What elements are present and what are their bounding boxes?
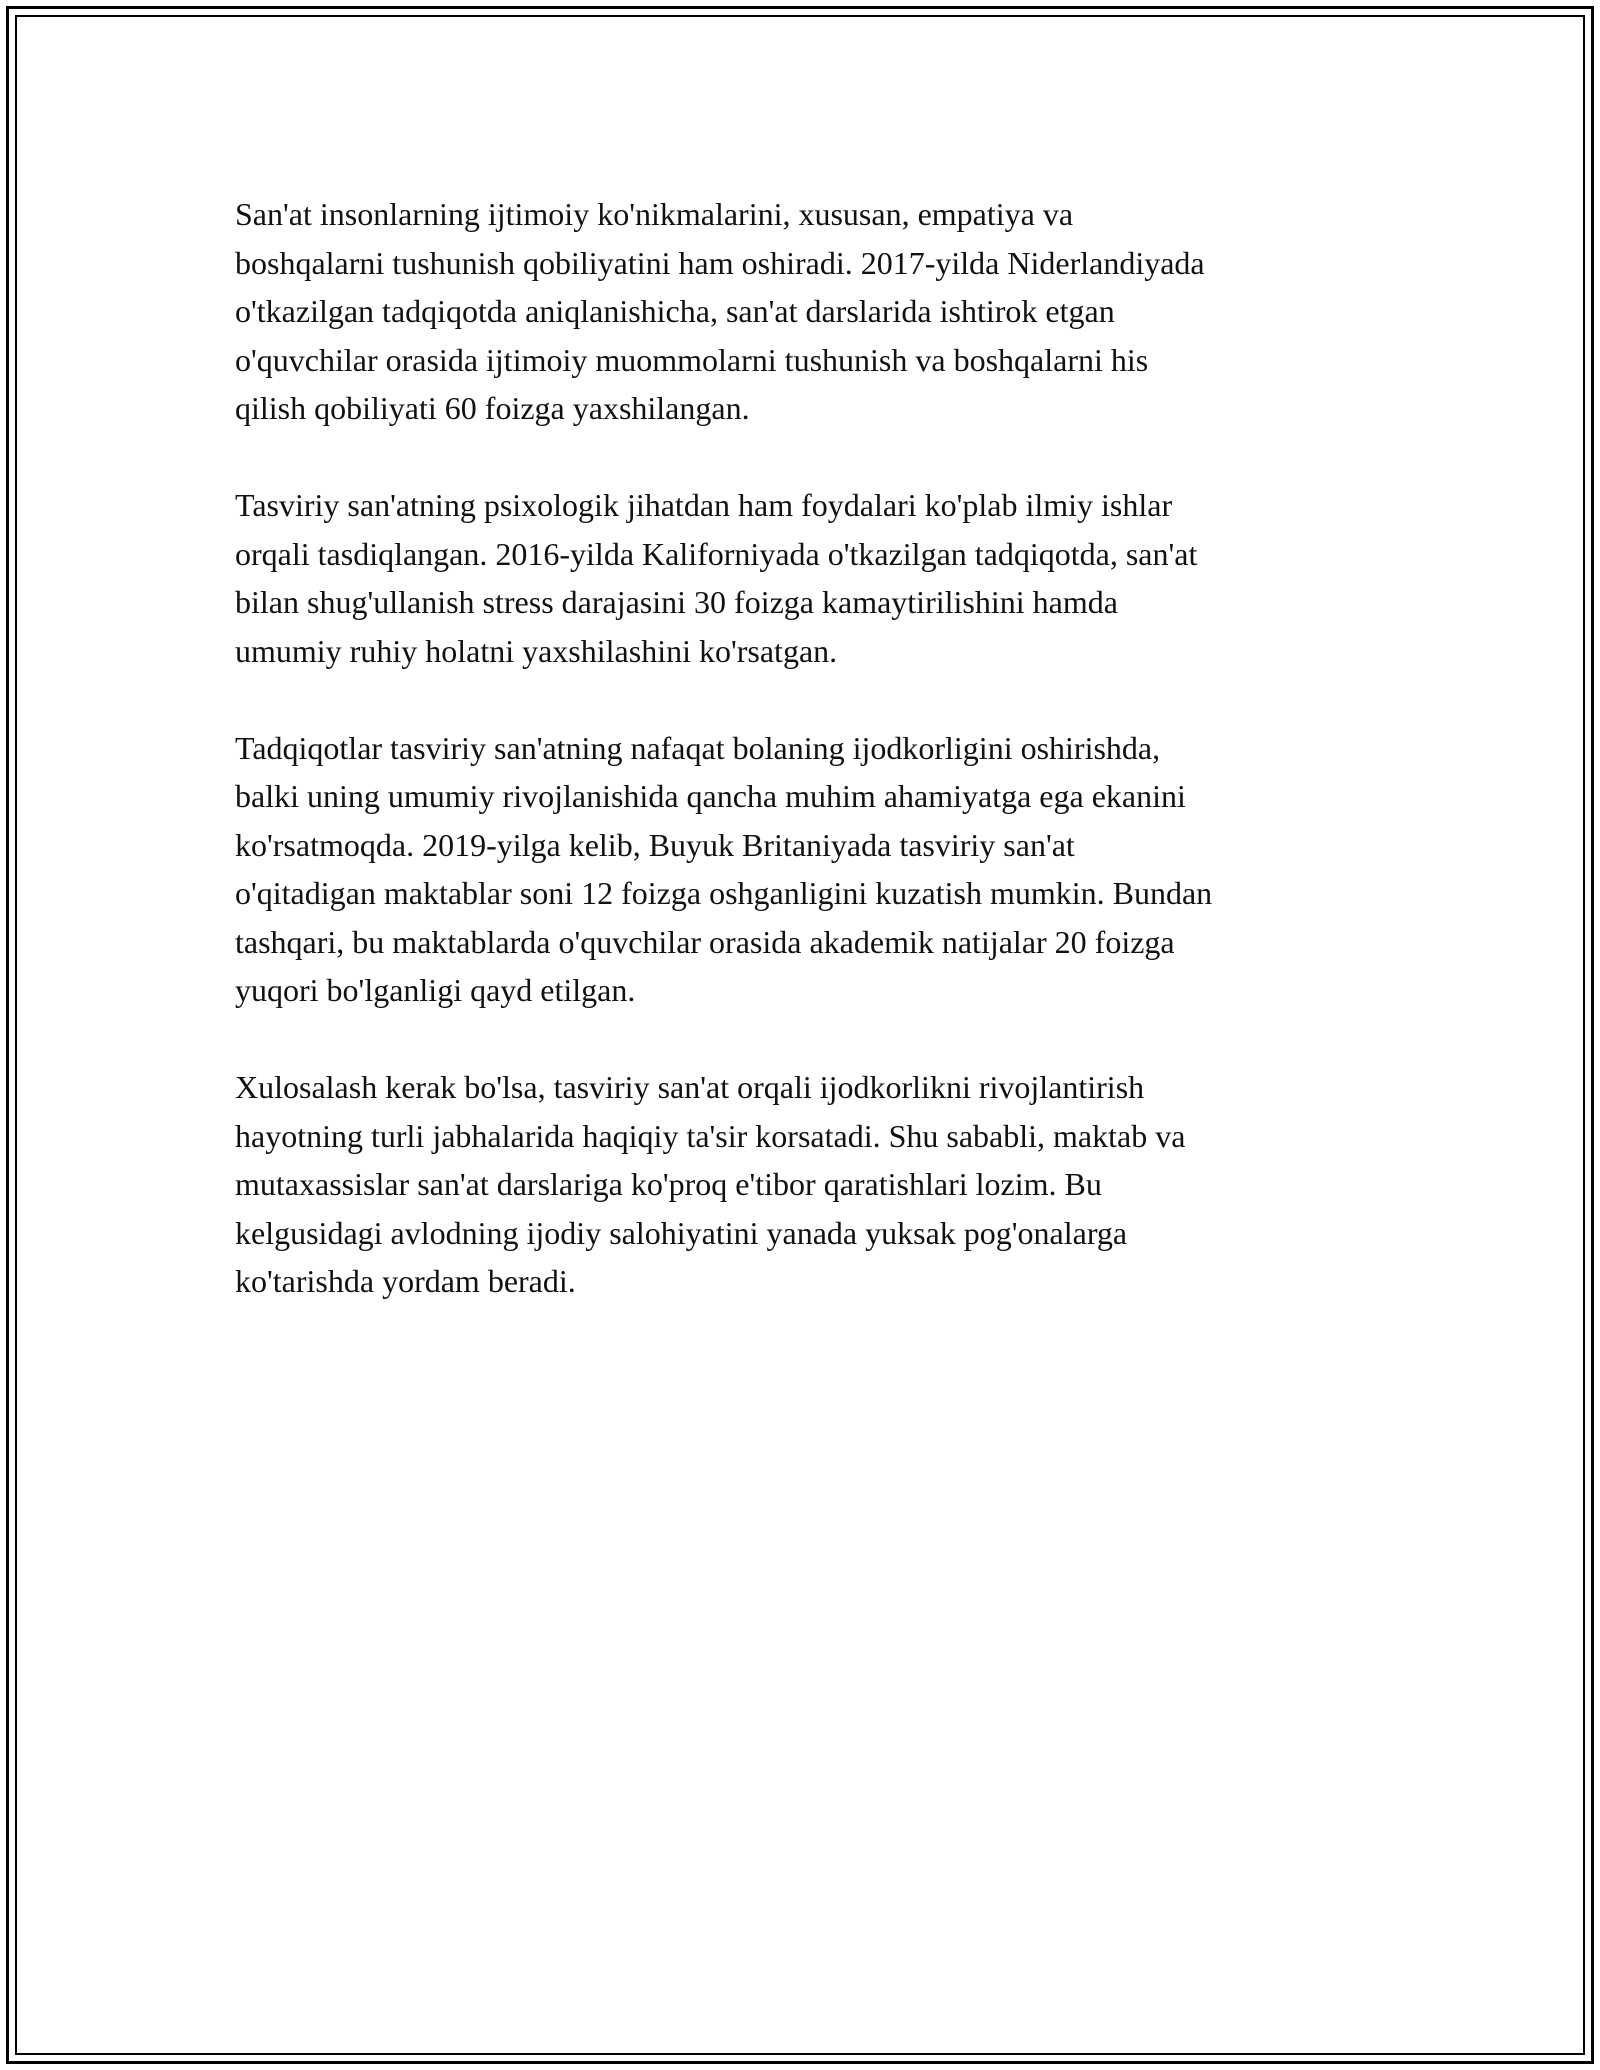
document-body	[235, 190, 1365, 1354]
paragraph-2	[235, 481, 1365, 675]
paragraph-line: qilish qobiliyati 60 foizga yaxshilangan.	[235, 390, 750, 426]
paragraph-line: mutaxassislar san'at darslariga ko'proq e'tibor qaratishlari lozim. Bu	[235, 1166, 1102, 1202]
paragraph-4	[235, 1063, 1365, 1306]
paragraph-line: umumiy ruhiy holatni yaxshilashini ko'rsatgan.	[235, 632, 838, 669]
paragraph-line: Xulosalash kerak bo'lsa, tasviriy san'at orqali ijodkorlikni rivojlantirish	[235, 1069, 1145, 1105]
paragraph-line: tashqari, bu maktablarda o'quvchilar orasida akademik natijalar 20 foizga	[235, 923, 1175, 960]
paragraph-line: San'at insonlarning ijtimoiy ko'nikmalarini, xususan, empatiya va	[235, 196, 1074, 232]
paragraph-line: Tadqiqotlar tasviriy san'atning nafaqat bolaning ijodkorligini oshirishda,	[235, 729, 1161, 766]
paragraph-line: yuqori bo'lganligi qayd etilgan.	[235, 972, 636, 1008]
paragraph-line: balki uning umumiy rivojlanishida qancha muhim ahamiyatga ega ekanini	[235, 778, 1186, 814]
paragraph-line: o'tkazilgan tadqiqotda aniqlanishicha, san'at darslarida ishtirok etgan	[235, 293, 1115, 329]
paragraph-line: ko'tarishda yordam beradi.	[235, 1263, 576, 1299]
paragraph-1	[235, 190, 1365, 433]
paragraph-3	[235, 724, 1365, 1015]
paragraph-line: Tasviriy san'atning psixologik jihatdan ham foydalari ko'plab ilmiy ishlar	[235, 487, 1173, 523]
paragraph-line: kelgusidagi avlodning ijodiy salohiyatini yanada yuksak pog'onalarga	[235, 1214, 1128, 1251]
paragraph-line: o'qitadigan maktablar soni 12 foizga oshganligini kuzatish mumkin. Bundan	[235, 875, 1213, 911]
paragraph-line: ko'rsatmoqda. 2019-yilga kelib, Buyuk Britaniyada tasviriy san'at	[235, 826, 1075, 863]
paragraph-line: bilan shug'ullanish stress darajasini 30 foizga kamaytirilishini hamda	[235, 584, 1118, 620]
paragraph-line: hayotning turli jabhalarida haqiqiy ta'sir korsatadi. Shu sababli, maktab va	[235, 1117, 1186, 1154]
paragraph-line: boshqalarni tushunish qobiliyatini ham oshiradi. 2017-yilda Niderlandiyada	[235, 244, 1205, 281]
paragraph-line: orqali tasdiqlangan. 2016-yilda Kaliforniyada o'tkazilgan tadqiqotda, san'at	[235, 535, 1198, 572]
paragraph-line: o'quvchilar orasida ijtimoiy muommolarni tushunish va boshqalarni his	[235, 341, 1149, 378]
